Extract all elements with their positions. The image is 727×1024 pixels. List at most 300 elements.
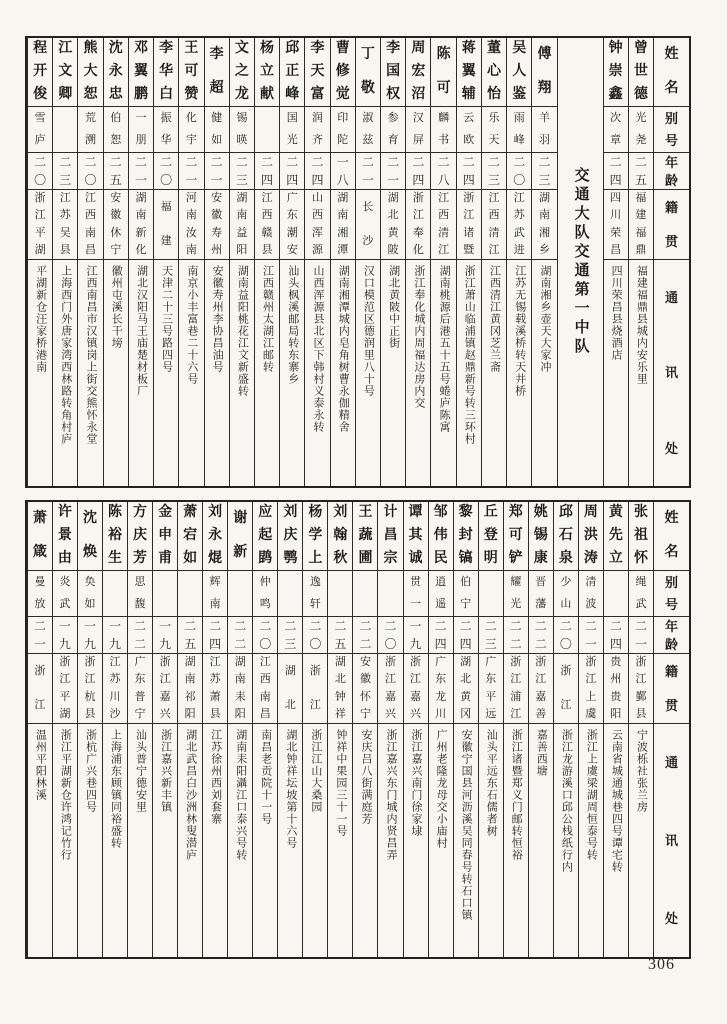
origin-cell xyxy=(507,189,531,259)
age-cell xyxy=(53,152,77,189)
name-cell-text: 姚 锡 康 xyxy=(533,505,548,566)
name-cell xyxy=(507,38,531,106)
name-cell-text: 邱 石 泉 xyxy=(558,505,573,566)
alias-cell xyxy=(28,570,52,616)
address-cell-text: 南京小丰富巷二十六号 xyxy=(185,265,198,385)
origin-cell-text: 湖 南 益 阳 xyxy=(236,192,248,256)
origin-cell-text: 浙 江 xyxy=(560,664,572,712)
alias-cell-text: 少 山 xyxy=(560,575,572,611)
alias-cell xyxy=(406,106,430,152)
age-cell xyxy=(328,616,352,653)
origin-cell xyxy=(205,189,229,259)
address-cell xyxy=(153,723,177,957)
name-cell xyxy=(280,38,304,106)
origin-cell-text: 湖 南 耒 阳 xyxy=(234,656,246,720)
alias-cell-text: 健 如 xyxy=(211,111,223,147)
alias-cell xyxy=(203,570,227,616)
roster-table-top xyxy=(25,36,691,488)
person-column xyxy=(503,502,528,957)
alias-cell xyxy=(532,106,556,152)
age-cell-text: 二 〇 xyxy=(84,155,97,187)
age-cell xyxy=(406,152,430,189)
address-cell xyxy=(532,259,556,486)
header-label-age: 年 龄 xyxy=(664,618,678,652)
origin-cell-text: 浙 江 xyxy=(34,664,46,712)
origin-cell xyxy=(532,189,556,259)
age-cell xyxy=(205,152,229,189)
age-cell xyxy=(554,616,578,653)
age-cell-text: 二 一 xyxy=(387,155,400,187)
alias-cell xyxy=(429,570,453,616)
name-cell xyxy=(305,38,329,106)
person-column xyxy=(628,38,653,486)
age-cell xyxy=(28,152,52,189)
origin-cell-text: 浙 江 奉 化 xyxy=(412,192,424,256)
address-cell xyxy=(529,723,553,957)
age-cell xyxy=(230,152,254,189)
origin-cell xyxy=(504,653,528,723)
address-cell-text: 钟祥中果园三十一号 xyxy=(334,729,347,837)
address-cell xyxy=(482,259,506,486)
name-cell-text: 刘 永 焜 xyxy=(208,505,223,566)
person-column xyxy=(352,502,377,957)
address-cell-text: 安徽寿州李协昌油号 xyxy=(211,265,224,373)
age-cell-text: 一 九 xyxy=(108,619,121,651)
address-cell-text: 山西浑源县北区下韩村义泰永转 xyxy=(311,265,324,433)
name-cell-text: 黄 先 立 xyxy=(608,505,623,566)
origin-cell xyxy=(604,189,628,259)
origin-cell xyxy=(78,189,102,259)
person-column xyxy=(380,38,405,486)
alias-cell-text: 清 波 xyxy=(585,575,597,611)
name-cell-text: 傅 翔 xyxy=(537,47,552,96)
origin-cell xyxy=(53,189,77,259)
origin-cell-text: 浙 江 嘉 兴 xyxy=(410,656,422,720)
age-cell xyxy=(179,152,203,189)
origin-cell-text: 四 川 荣 昌 xyxy=(610,192,622,256)
address-cell-text: 湖北黄陂中正街 xyxy=(387,265,400,349)
column-header-address xyxy=(654,723,689,957)
header-label-alias: 别 号 xyxy=(664,110,678,149)
origin-cell-text: 江 苏 吴 县 xyxy=(59,192,71,256)
person-column xyxy=(254,38,279,486)
alias-cell xyxy=(154,106,178,152)
address-cell xyxy=(629,723,653,957)
origin-cell-text: 安 徽 怀 宁 xyxy=(359,656,371,720)
address-cell-text: 上海西门外唐家湾西林路转角村庐 xyxy=(59,265,72,445)
name-cell xyxy=(629,502,653,570)
column-header-name xyxy=(654,502,689,570)
alias-cell xyxy=(53,570,77,616)
name-cell xyxy=(303,502,327,570)
origin-cell xyxy=(381,189,405,259)
alias-cell xyxy=(103,570,127,616)
name-cell-text: 应 起 鹍 xyxy=(258,505,273,566)
address-cell-text: 浙江诸暨郑义门邮转恒裕 xyxy=(510,729,523,861)
origin-cell xyxy=(429,653,453,723)
origin-cell-text: 湖 南 湘 潭 xyxy=(337,192,349,256)
age-cell-text: 二 四 xyxy=(434,619,447,651)
origin-cell-text: 浙 江 杭 县 xyxy=(84,656,96,720)
address-cell xyxy=(53,259,77,486)
alias-cell-text: 仲 鸣 xyxy=(259,575,271,611)
person-column xyxy=(27,502,52,957)
person-column xyxy=(481,38,506,486)
age-cell xyxy=(454,616,478,653)
address-cell xyxy=(154,259,178,486)
address-cell xyxy=(554,723,578,957)
alias-cell-text xyxy=(153,571,177,616)
origin-cell-text: 江 苏 萧 县 xyxy=(209,656,221,720)
header-label-alias: 别 号 xyxy=(664,574,678,613)
age-cell-text: 一 九 xyxy=(159,619,172,651)
address-cell-text: 浙江萧山临浦镇赵鼎新号转三环村 xyxy=(463,265,476,445)
name-cell xyxy=(457,38,481,106)
name-cell xyxy=(554,502,578,570)
address-cell-text: 湖北钟祥坛坡第十六号 xyxy=(284,729,297,849)
address-cell-text: 安徽宁国县河沥溪吴同春号转石口镇 xyxy=(460,729,473,921)
origin-cell xyxy=(353,653,377,723)
address-cell xyxy=(28,723,52,957)
name-cell xyxy=(28,502,52,570)
person-column xyxy=(428,502,453,957)
age-cell xyxy=(604,152,628,189)
alias-cell xyxy=(529,570,553,616)
name-cell-text: 刘 翰 秋 xyxy=(333,505,348,566)
age-cell-text: 二 一 xyxy=(33,619,46,651)
name-cell xyxy=(328,502,352,570)
name-cell xyxy=(179,38,203,106)
person-column xyxy=(531,38,556,486)
person-column xyxy=(453,502,478,957)
person-column xyxy=(603,38,628,486)
origin-cell-text: 浙 江 嘉 兴 xyxy=(385,656,396,720)
age-cell-text: 二 四 xyxy=(311,155,324,187)
address-cell xyxy=(381,259,405,486)
alias-cell-text xyxy=(378,571,402,616)
address-cell-text: 宁波栎社张兰房 xyxy=(635,729,648,813)
address-cell xyxy=(179,259,203,486)
origin-cell xyxy=(53,653,77,723)
page-number: 306 xyxy=(648,956,675,973)
age-cell xyxy=(381,152,405,189)
address-cell-text: 湖南益阳桃花江文新盛转 xyxy=(236,265,249,397)
alias-cell xyxy=(604,570,628,616)
age-cell xyxy=(331,152,355,189)
name-cell-text: 丁 敬 xyxy=(360,47,375,96)
origin-cell-text: 浙 江 浦 江 xyxy=(510,656,522,720)
address-cell xyxy=(303,723,327,957)
address-cell xyxy=(78,723,102,957)
alias-cell-text: 印 陀 xyxy=(337,111,349,147)
origin-cell-text: 江 西 南 昌 xyxy=(85,192,97,256)
alias-cell-text: 淑 兹 xyxy=(362,111,374,147)
alias-cell xyxy=(278,570,302,616)
origin-cell xyxy=(28,189,52,259)
origin-cell xyxy=(253,653,277,723)
alias-cell xyxy=(129,106,153,152)
age-cell xyxy=(429,616,453,653)
address-cell-text: 汕头枫溪邮局转东寨乡 xyxy=(286,265,299,385)
origin-cell-text: 江 西 清 江 xyxy=(438,192,450,256)
name-cell xyxy=(604,502,628,570)
header-label-address: 通 讯 处 xyxy=(664,755,678,926)
origin-cell-text: 湖 南 祁 阳 xyxy=(184,656,196,720)
column-header-alias xyxy=(654,106,689,152)
origin-cell xyxy=(280,189,304,259)
age-cell xyxy=(431,152,455,189)
alias-cell-text: 荒 溯 xyxy=(85,111,97,147)
address-cell xyxy=(280,259,304,486)
name-cell xyxy=(378,502,402,570)
age-cell-text: 二 四 xyxy=(462,155,475,187)
alias-cell xyxy=(228,570,252,616)
person-column xyxy=(52,38,77,486)
origin-cell xyxy=(604,653,628,723)
address-cell xyxy=(479,723,503,957)
origin-cell xyxy=(554,653,578,723)
address-cell xyxy=(255,259,279,486)
address-cell-text: 天津二十三号路四号 xyxy=(160,265,173,373)
origin-cell xyxy=(103,653,127,723)
alias-cell xyxy=(128,570,152,616)
address-cell xyxy=(378,723,402,957)
alias-cell-text: 伯 宁 xyxy=(460,575,472,611)
origin-cell-text: 长 沙 xyxy=(362,200,374,248)
person-column xyxy=(127,502,152,957)
name-cell-text: 吴 人 鉴 xyxy=(512,41,527,102)
address-cell-text: 汕头普宁德安里 xyxy=(134,729,147,813)
origin-cell xyxy=(305,189,329,259)
age-cell xyxy=(153,616,177,653)
origin-cell-text: 湖 北 黄 陂 xyxy=(387,192,399,256)
age-cell xyxy=(303,616,327,653)
alias-cell xyxy=(205,106,229,152)
alias-cell-text: 耀 光 xyxy=(510,575,522,611)
bottom-table-columns xyxy=(27,502,653,957)
name-cell xyxy=(203,502,227,570)
name-cell xyxy=(532,38,556,106)
age-cell xyxy=(482,152,506,189)
alias-cell xyxy=(280,106,304,152)
age-cell-text: 二 〇 xyxy=(513,155,526,187)
origin-cell-text: 湖 北 钟 祥 xyxy=(334,656,346,720)
address-cell xyxy=(604,259,628,486)
age-cell-text: 二 〇 xyxy=(559,619,572,651)
name-cell-text: 李 超 xyxy=(209,47,224,96)
address-cell-text: 浙江嘉兴南门徐家埭 xyxy=(410,729,423,837)
column-header-address xyxy=(654,259,689,486)
name-cell xyxy=(253,502,277,570)
address-cell xyxy=(305,259,329,486)
person-column xyxy=(603,502,628,957)
age-cell-text: 一 九 xyxy=(409,619,422,651)
age-cell-text: 二 三 xyxy=(538,155,551,187)
alias-cell-text: 奂 如 xyxy=(84,575,96,611)
section-title: 交通大队交通第一中队 xyxy=(572,167,589,357)
name-cell-text: 王 蔬 圃 xyxy=(358,505,373,566)
address-cell-text: 浙杭广兴巷四号 xyxy=(84,729,97,813)
column-header-origin xyxy=(654,189,689,259)
person-column xyxy=(202,502,227,957)
alias-cell xyxy=(353,570,377,616)
age-cell-text: 一 九 xyxy=(83,619,96,651)
origin-cell xyxy=(128,653,152,723)
age-cell-text: 二 二 xyxy=(234,619,247,651)
top-table-columns xyxy=(27,38,653,486)
origin-cell xyxy=(629,189,653,259)
section-title-column xyxy=(557,38,603,486)
name-cell xyxy=(331,38,355,106)
column-header-origin xyxy=(654,653,689,723)
origin-cell-text: 广 东 普 宁 xyxy=(134,656,146,720)
name-cell-text: 杨 学 上 xyxy=(308,505,323,566)
address-cell xyxy=(28,259,52,486)
address-cell xyxy=(230,259,254,486)
name-cell-text: 周 宏 沼 xyxy=(411,41,426,102)
origin-cell-text: 浙 江 诸 暨 xyxy=(463,192,475,256)
name-cell xyxy=(429,502,453,570)
name-cell-text: 李 国 权 xyxy=(386,41,401,102)
name-cell xyxy=(78,502,102,570)
age-cell-text: 二 三 xyxy=(59,155,72,187)
address-cell-text: 江苏无锡载溪桥转天井桥 xyxy=(513,265,526,397)
name-cell xyxy=(153,502,177,570)
name-cell-text: 邓 翼 鹏 xyxy=(133,41,148,102)
name-cell xyxy=(228,502,252,570)
origin-cell xyxy=(479,653,503,723)
alias-cell-text xyxy=(328,571,352,616)
header-label-address: 通 讯 处 xyxy=(664,290,678,456)
alias-cell-text xyxy=(278,571,302,616)
name-cell xyxy=(529,502,553,570)
alias-cell-text: 润 齐 xyxy=(311,111,323,147)
age-cell-text: 二 五 xyxy=(634,155,647,187)
person-column xyxy=(229,38,254,486)
origin-cell xyxy=(404,653,428,723)
address-cell-text: 四川荣昌县烧酒店 xyxy=(610,265,623,361)
age-cell xyxy=(629,616,653,653)
name-cell-text: 熊 大 恕 xyxy=(83,41,98,102)
alias-cell xyxy=(153,570,177,616)
address-cell-text: 南昌老贡院十一号 xyxy=(259,729,272,825)
age-cell xyxy=(278,616,302,653)
name-cell-text: 陈 可 xyxy=(436,47,451,96)
name-cell xyxy=(482,38,506,106)
person-column xyxy=(553,502,578,957)
origin-cell xyxy=(454,653,478,723)
name-cell-text: 谢 新 xyxy=(233,511,248,560)
alias-cell xyxy=(504,570,528,616)
address-cell-text: 徽州屯溪长干塝 xyxy=(110,265,123,349)
address-cell-text: 浙江嘉兴新丰镇 xyxy=(159,729,172,813)
age-cell-text: 一 八 xyxy=(336,155,349,187)
address-cell-text: 浙江龙游溪口邱公栈纸行内 xyxy=(560,729,573,873)
name-cell xyxy=(104,38,128,106)
age-cell xyxy=(178,616,202,653)
age-cell-text: 二 三 xyxy=(484,619,497,651)
age-cell-text: 二 四 xyxy=(609,155,622,187)
address-cell-text: 嘉善西塘 xyxy=(535,729,548,777)
alias-cell xyxy=(78,106,102,152)
address-cell-text: 浙江平湖新仓许鸿记竹行 xyxy=(59,729,72,861)
address-cell xyxy=(178,723,202,957)
origin-cell-text: 湖 南 湘 乡 xyxy=(538,192,550,256)
person-column xyxy=(52,502,77,957)
name-cell-text: 蒋 翼 辅 xyxy=(461,41,476,102)
age-cell xyxy=(154,152,178,189)
name-cell xyxy=(604,38,628,106)
name-cell-text: 董 心 怡 xyxy=(487,41,502,102)
name-cell xyxy=(128,502,152,570)
name-cell-text: 李 华 白 xyxy=(159,41,174,102)
name-cell xyxy=(53,502,77,570)
address-cell xyxy=(129,259,153,486)
name-cell xyxy=(353,502,377,570)
alias-cell xyxy=(482,106,506,152)
person-column xyxy=(578,502,603,957)
alias-cell xyxy=(431,106,455,152)
age-cell xyxy=(579,616,603,653)
origin-cell-text: 湖 北 xyxy=(284,664,296,712)
address-cell-text: 浙江江山大桑园 xyxy=(309,729,322,813)
person-column xyxy=(528,502,553,957)
column-header-age xyxy=(654,616,689,653)
alias-cell-text: 思 馥 xyxy=(134,575,146,611)
origin-cell xyxy=(154,189,178,259)
name-cell-text: 王 可 赞 xyxy=(184,41,199,102)
address-cell-text: 温州平阳林溪 xyxy=(34,729,47,801)
person-column xyxy=(330,38,355,486)
age-cell xyxy=(104,152,128,189)
origin-cell xyxy=(328,653,352,723)
name-cell xyxy=(381,38,405,106)
age-cell-text: 二 〇 xyxy=(34,155,47,187)
age-cell-text: 二 二 xyxy=(134,619,147,651)
person-column xyxy=(478,502,503,957)
name-cell xyxy=(406,38,430,106)
person-column xyxy=(355,38,380,486)
age-cell xyxy=(78,616,102,653)
age-cell-text: 二 一 xyxy=(634,619,647,651)
origin-cell-text: 湖 北 黄 冈 xyxy=(460,656,472,720)
origin-cell xyxy=(579,653,603,723)
alias-cell-text: 次 章 xyxy=(610,111,622,147)
address-cell xyxy=(404,723,428,957)
alias-cell-text: 化 宇 xyxy=(185,111,197,147)
address-cell xyxy=(629,259,653,486)
age-cell xyxy=(629,152,653,189)
age-cell xyxy=(504,616,528,653)
origin-cell xyxy=(255,189,279,259)
person-column xyxy=(27,38,52,486)
name-cell xyxy=(255,38,279,106)
origin-cell-text: 福 建 福 鼎 xyxy=(635,192,647,256)
address-cell xyxy=(103,723,127,957)
alias-cell xyxy=(178,570,202,616)
origin-cell xyxy=(406,189,430,259)
age-cell xyxy=(356,152,380,189)
person-column xyxy=(279,38,304,486)
origin-cell xyxy=(104,189,128,259)
origin-cell-text: 江 西 南 昌 xyxy=(259,656,271,720)
alias-cell xyxy=(53,106,77,152)
alias-cell xyxy=(604,106,628,152)
origin-cell xyxy=(457,189,481,259)
age-cell xyxy=(353,616,377,653)
origin-cell-text: 山 西 浑 源 xyxy=(311,192,323,256)
column-header-alias xyxy=(654,570,689,616)
